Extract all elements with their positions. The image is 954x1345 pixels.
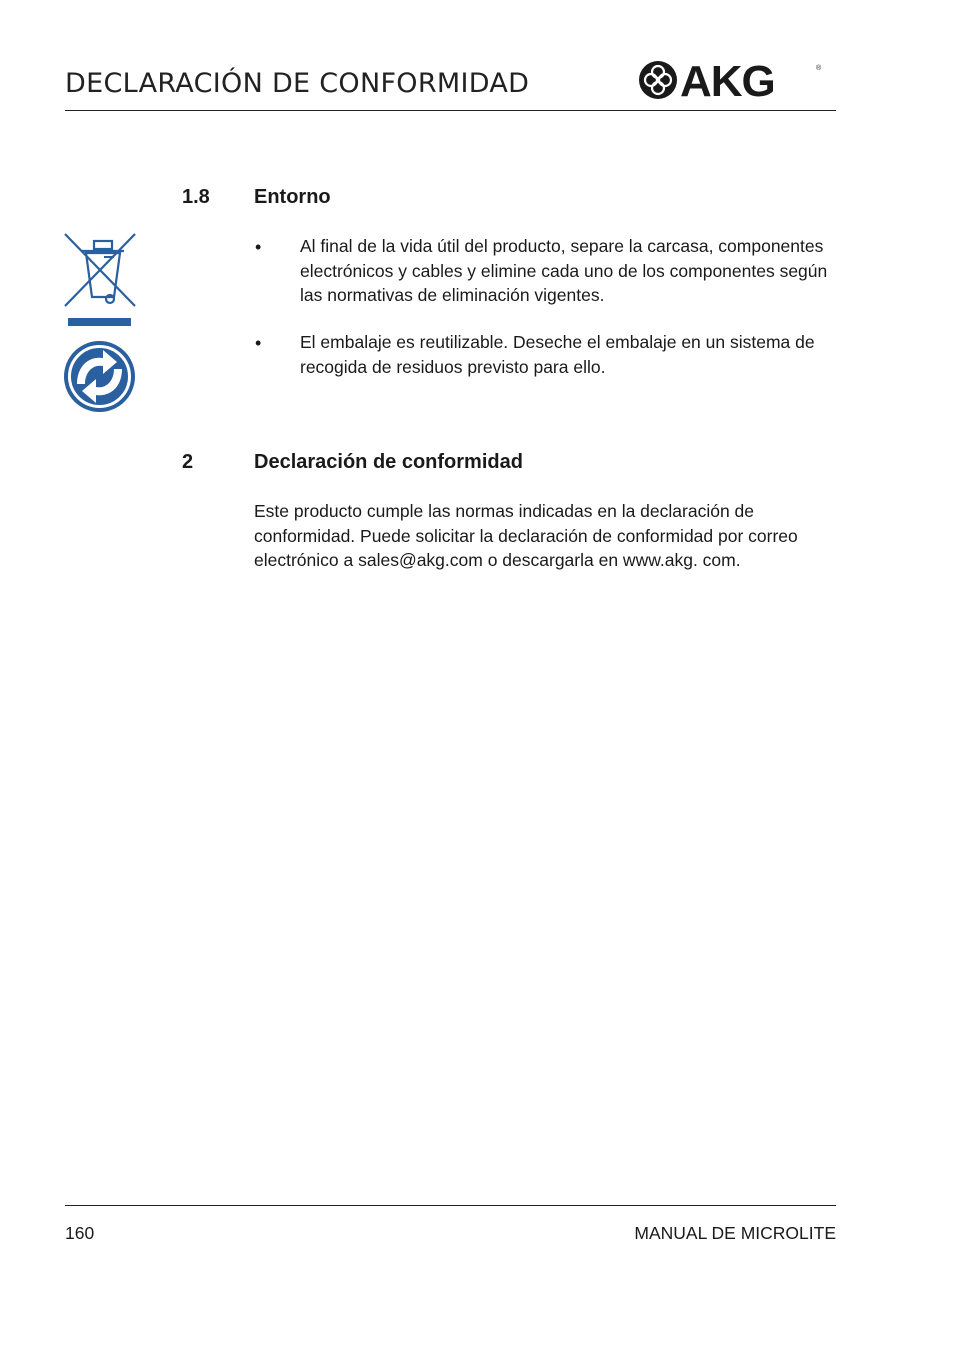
paragraph: Este producto cumple las normas indicadas en la declaración de conformidad. Puede solicitar la declaración de conformidad por correo electrónico a sales@akg.com o descargarla en www.akg. com.	[254, 501, 798, 570]
akg-logo	[638, 58, 822, 102]
green-dot-recycling-icon	[63, 340, 136, 413]
page-number: 160	[65, 1223, 95, 1243]
section-heading: Entorno	[254, 186, 331, 208]
bullet-marker: •	[255, 237, 262, 257]
logo-text: AKG	[680, 58, 775, 102]
page-title: DECLARACIÓN DE CONFORMIDAD	[65, 68, 530, 99]
bullet-marker: •	[255, 333, 262, 353]
bullet-item: Al final de la vida útil del producto, separe la carcasa, componentes electrónicos y cables y elimine cada uno de los componentes según las normativas de eliminación vigentes.	[300, 236, 828, 305]
section-number: 2	[182, 451, 194, 473]
section-heading: Declaración de conformidad	[254, 451, 523, 473]
section-number: 1.8	[182, 186, 210, 208]
registered-mark: ®	[816, 65, 822, 72]
crossed-out-wheelie-bin-icon	[64, 233, 136, 327]
akg-emblem-icon	[639, 61, 677, 99]
header-divider	[65, 110, 836, 111]
manual-name: MANUAL DE MICROLITE	[634, 1223, 836, 1243]
bullet-item: El embalaje es reutilizable. Deseche el embalaje en un sistema de recogida de residuos previsto para ello.	[300, 332, 815, 377]
footer-divider	[65, 1205, 836, 1206]
